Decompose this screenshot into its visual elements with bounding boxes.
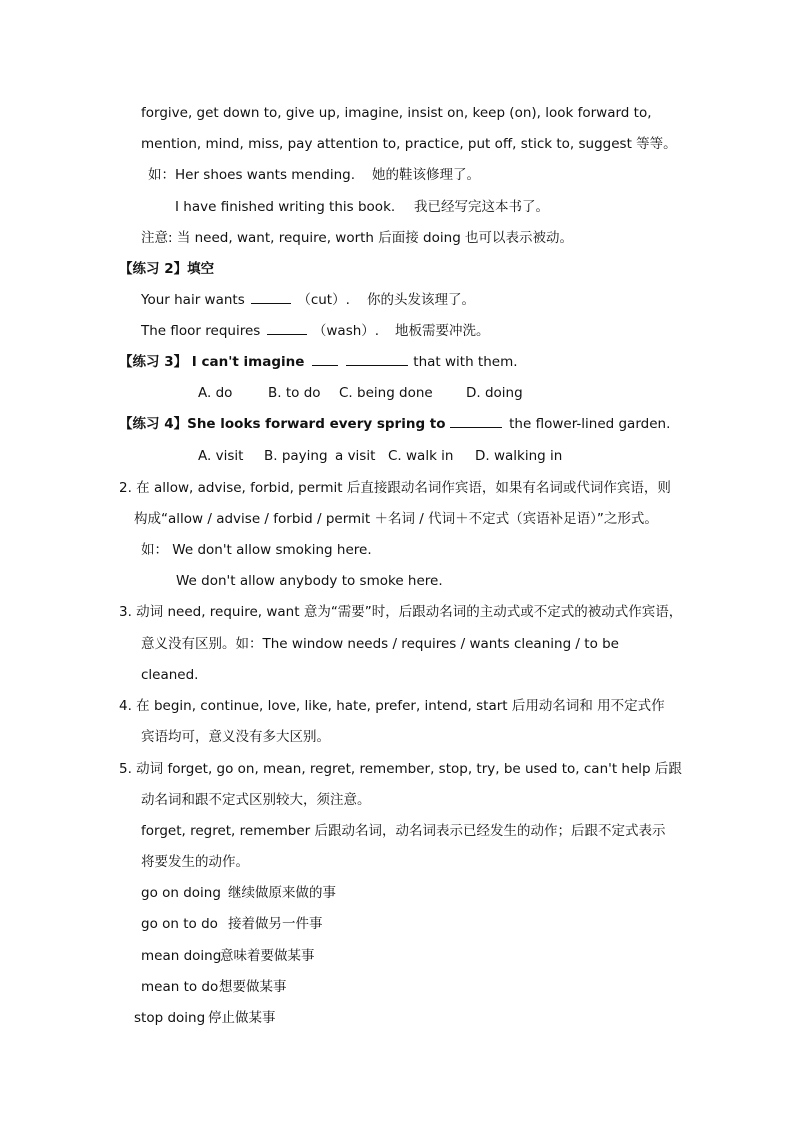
phrase-mean-doing: mean doing (141, 948, 222, 964)
rule-2-example-2: We don't allow anybody to smoke here. (176, 573, 443, 589)
phrase-go-on-doing: go on doing (141, 885, 221, 901)
phrase-stop-doing-meaning: 停止做某事 (208, 1010, 276, 1026)
exercise-4-end: the flower-lined garden. (509, 416, 671, 432)
rule-4-line-2: 宾语均可，意义没有多大区别。 (141, 729, 330, 745)
phrase-go-on-doing-meaning: 继续做原来做的事 (228, 885, 336, 901)
item-2-text: The floor requires (141, 323, 261, 339)
rule-5-line-3: forget, regret, remember 后跟动名词，动名词表示已经发生的动作；后跟不定式表示 (141, 823, 666, 839)
rule-3-line-1: 3. 动词 need, require, want 意为“需要”时，后跟动名词的主动式或不定式的被动式作宾语， (119, 604, 683, 620)
option-b: B. paying (264, 448, 328, 464)
option-b: B. to do (268, 385, 321, 401)
option-c: C. walk in (388, 448, 454, 464)
exercise-4-text: 【练习 4】She looks forward every spring to (119, 416, 446, 432)
rule-4-line-1: 4. 在 begin, continue, love, like, hate, prefer, intend, start 后用动名词和 用不定式作 (119, 698, 665, 714)
example-2-chinese: 我已经写完这本书了。 (414, 199, 549, 215)
rule-2-example-1: 如： We don't allow smoking here. (141, 542, 372, 558)
exercise-2-item-1 (141, 291, 350, 309)
rule-3-line-2: 意义没有区别。如：The window needs / requires / wants cleaning / to be (141, 636, 619, 652)
answer-blank[interactable] (251, 291, 291, 304)
example-1-chinese: 她的鞋该修理了。 (372, 167, 480, 183)
rule-5-line-2: 动名词和跟不定式区别较大，须注意。 (141, 792, 371, 808)
rule-2-line-1: 2. 在 allow, advise, forbid, permit 后直接跟动名词作宾语，如果有名词或代词作宾语，则 (119, 480, 671, 496)
option-b-cont: a visit (335, 448, 376, 464)
example-1-english: 如：Her shoes wants mending. (148, 167, 356, 183)
rule-5-line-4: 将要发生的动作。 (141, 854, 249, 870)
phrase-go-on-to-do: go on to do (141, 916, 218, 932)
option-a: A. visit (198, 448, 244, 464)
item-1-text: Your hair wants (141, 292, 245, 308)
exercise-3-end: that with them. (413, 354, 518, 370)
phrase-mean-to-do: mean to do (141, 979, 219, 995)
rule-5-line-1: 5. 动词 forget, go on, mean, regret, remember, stop, try, be used to, can't help 后跟 (119, 761, 682, 777)
option-c: C. being done (339, 385, 433, 401)
option-a: A. do (198, 385, 233, 401)
option-d: D. walking in (475, 448, 563, 464)
item-1-translation: 你的头发该理了。 (367, 292, 475, 308)
example-2-english: I have finished writing this book. (175, 199, 396, 215)
answer-blank[interactable] (267, 322, 307, 335)
item-2-translation: 地板需要冲洗。 (395, 323, 490, 339)
answer-blank-1[interactable] (312, 353, 338, 366)
exercise-3-question (119, 353, 518, 371)
verb-list-line-1: forgive, get down to, give up, imagine, insist on, keep (on), look forward to, (141, 105, 652, 121)
phrase-mean-doing-meaning: 意味着要做某事 (220, 948, 315, 964)
exercise-2-item-2 (141, 322, 379, 340)
exercise-2-heading: 【练习 2】填空 (119, 261, 215, 277)
option-d: D. doing (466, 385, 523, 401)
note-line: 注意: 当 need, want, require, worth 后面接 doing 也可以表示被动。 (141, 230, 574, 246)
exercise-3-text: 【练习 3】 I can't imagine (119, 354, 305, 370)
rule-3-line-3: cleaned. (141, 667, 199, 683)
rule-2-line-2: 构成“allow / advise / forbid / permit ＋名词 / 代词＋不定式（宾语补足语）”之形式。 (134, 511, 658, 527)
answer-blank-2[interactable] (346, 353, 408, 366)
phrase-go-on-to-do-meaning: 接着做另一件事 (228, 916, 323, 932)
phrase-mean-to-do-meaning: 想要做某事 (219, 979, 287, 995)
verb-list-line-2: mention, mind, miss, pay attention to, practice, put off, stick to, suggest 等等。 (141, 136, 677, 152)
item-2-hint: （wash）. (312, 323, 380, 339)
exercise-4-question (119, 415, 670, 433)
answer-blank[interactable] (450, 415, 502, 428)
phrase-stop-doing: stop doing (134, 1010, 206, 1026)
item-1-hint: （cut）. (297, 292, 350, 308)
